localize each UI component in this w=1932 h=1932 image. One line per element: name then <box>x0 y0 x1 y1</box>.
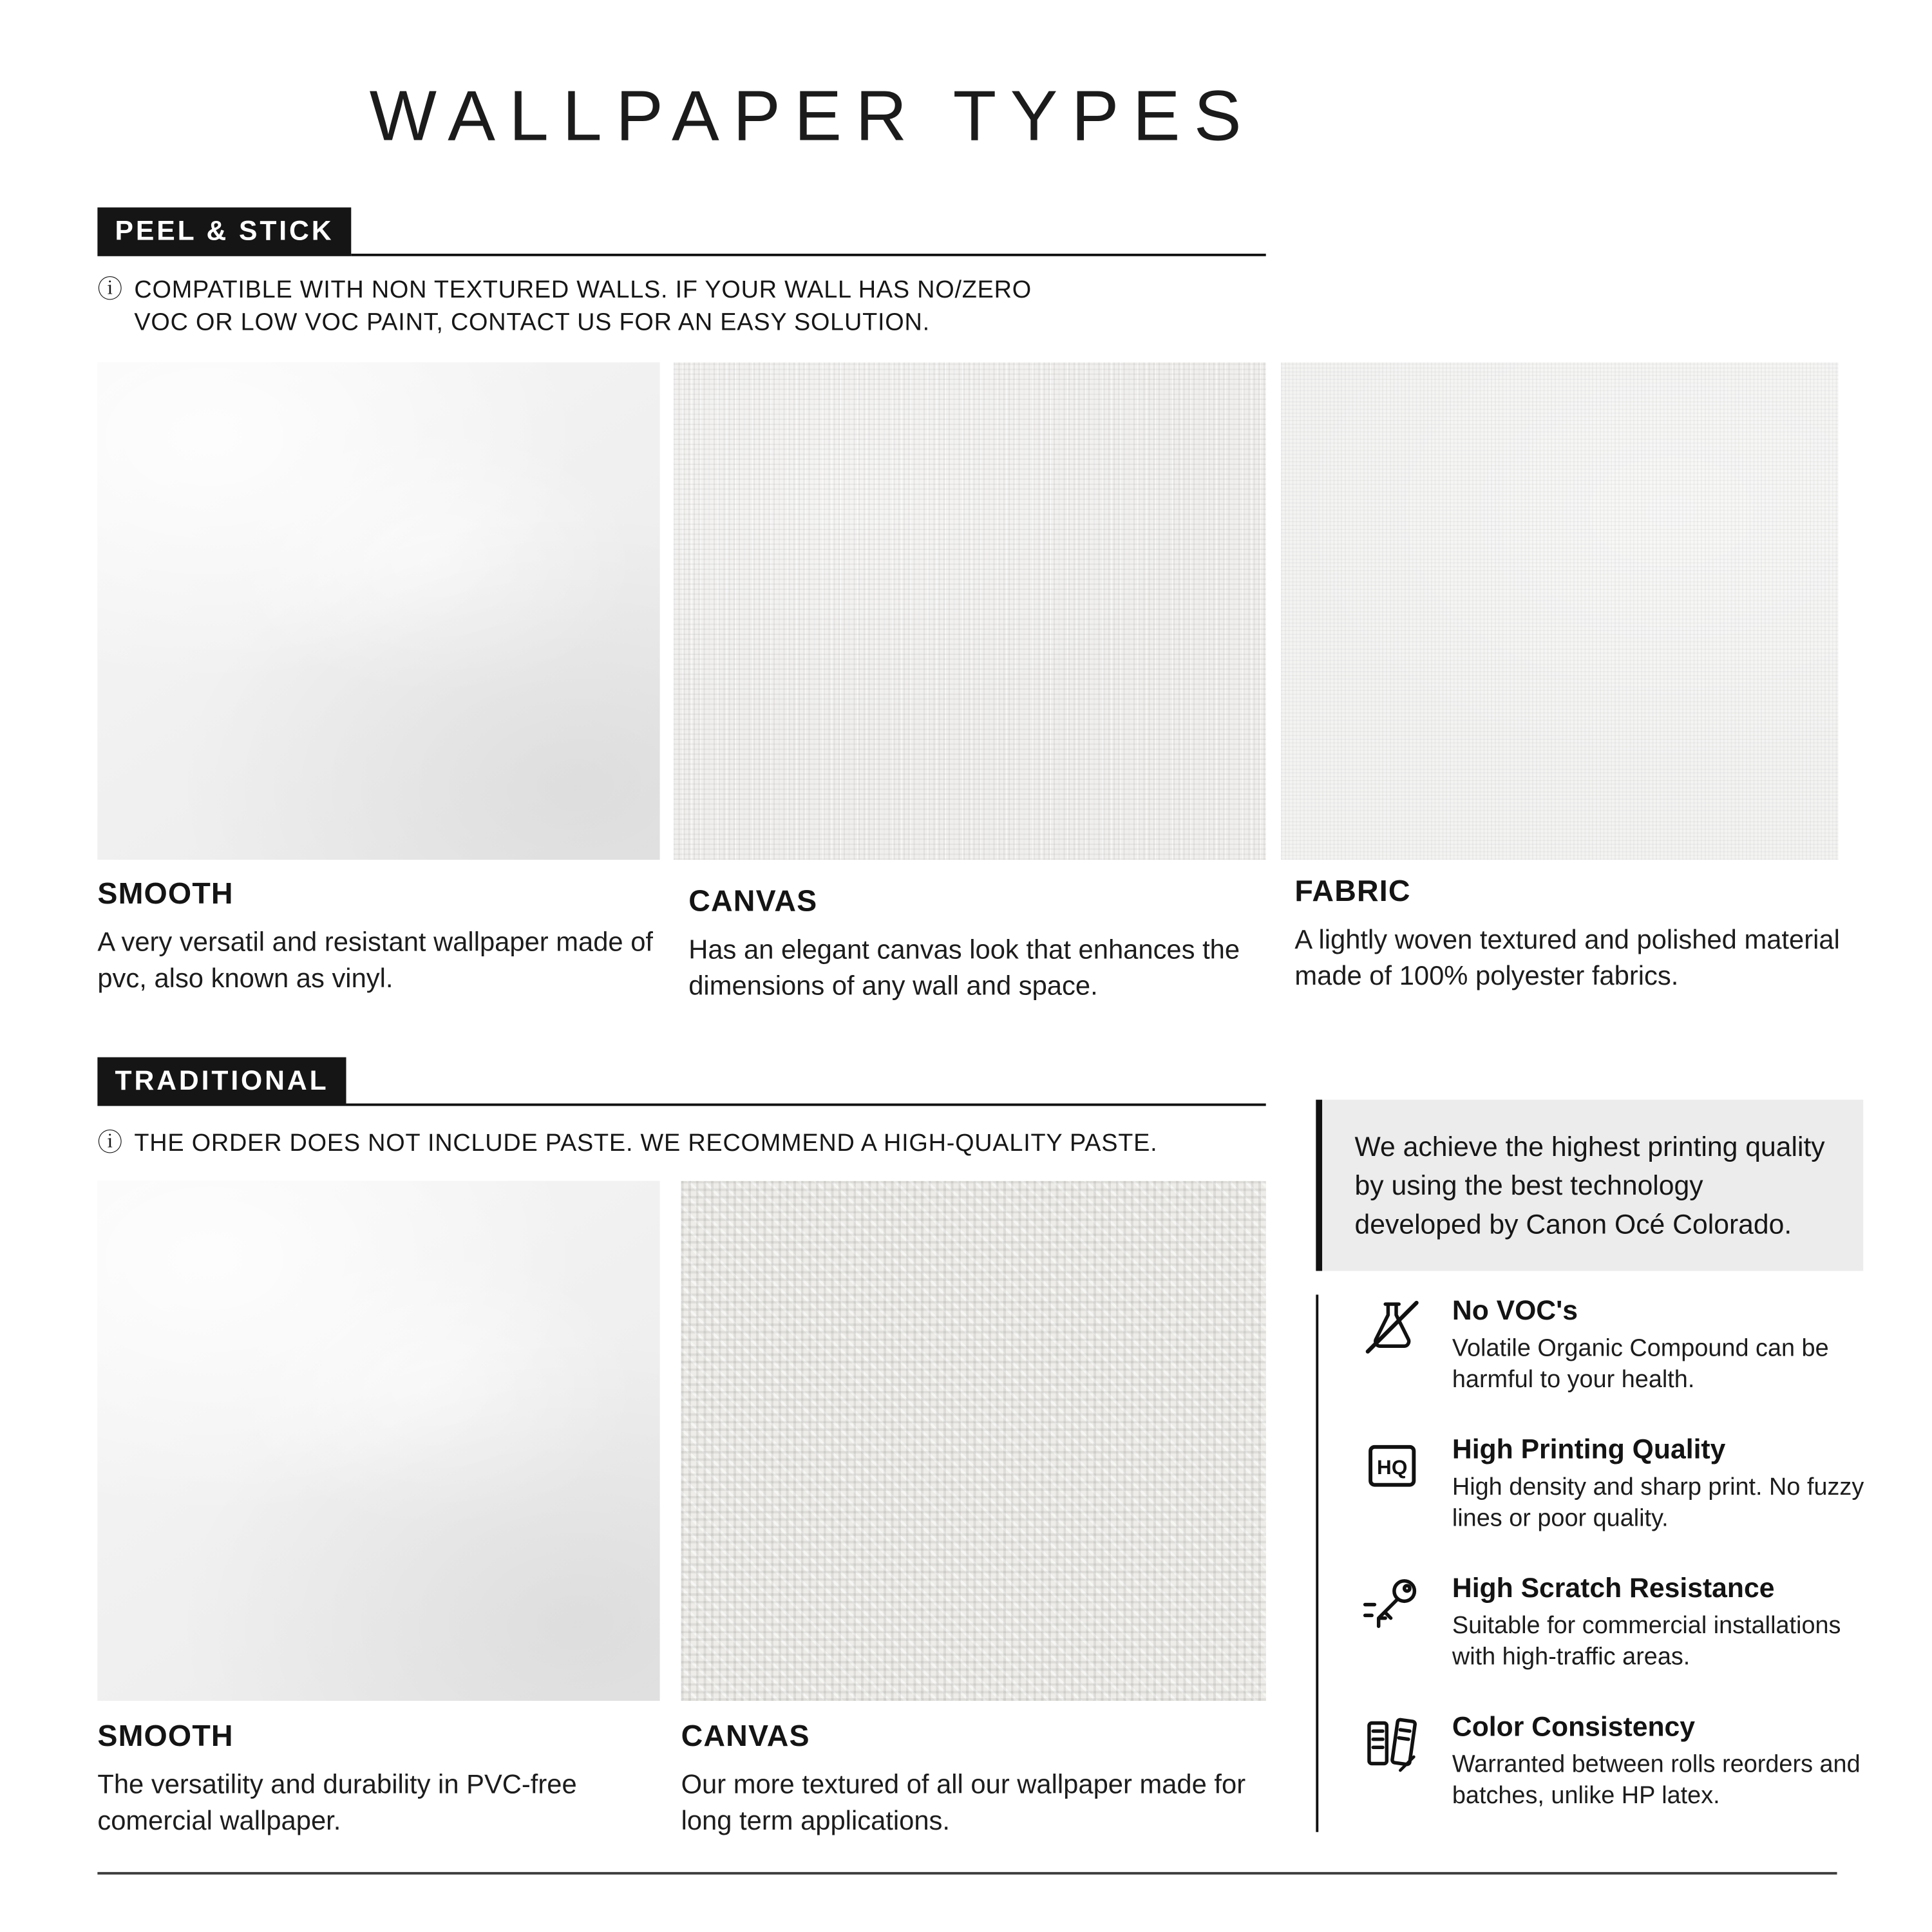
feature-description: Warranted between rolls reorders and batches, unlike HP latex. <box>1452 1750 1861 1810</box>
swatch-label: CANVAS <box>681 1719 810 1754</box>
hq-icon <box>1359 1434 1425 1499</box>
feature-title: No VOC's <box>1452 1294 1578 1326</box>
peel-smooth-caption <box>97 877 654 997</box>
swatch-label: SMOOTH <box>97 877 234 911</box>
traditional-note-line-1: THE ORDER DOES NOT INCLUDE PASTE. WE RECOMMEND A HIGH-QUALITY PASTE. <box>134 1130 1158 1157</box>
traditional-smooth-caption <box>97 1719 647 1839</box>
peel-fabric-swatch-image <box>1281 363 1838 860</box>
swatch-description: A lightly woven textured and polished material made of 100% polyester fabrics. <box>1294 924 1840 991</box>
features-vertical-rule <box>1316 1294 1318 1832</box>
traditional-header-rule <box>346 1103 1266 1106</box>
feature-description: Volatile Organic Compound can be harmful to your health. <box>1452 1334 1829 1394</box>
swatch-label: SMOOTH <box>97 1719 234 1754</box>
info-icon: ⓘ <box>97 276 123 304</box>
printing-quality-text: We achieve the highest printing quality by using the best technology developed by Canon Océ Colorado. <box>1354 1131 1825 1240</box>
color-consistency-icon <box>1359 1711 1425 1776</box>
traditional-note <box>97 1127 1157 1159</box>
bottom-divider <box>97 1872 1837 1875</box>
info-icon: ⓘ <box>97 1130 123 1157</box>
peel-note-line-1: COMPATIBLE WITH NON TEXTURED WALLS. IF YOUR WALL HAS NO/ZERO <box>134 276 1032 304</box>
swatch-description: Has an elegant canvas look that enhances the dimensions of any wall and space. <box>688 934 1240 1001</box>
peel-fabric-caption <box>1294 875 1854 994</box>
peel-stick-section-header <box>97 207 1265 256</box>
traditional-section-header <box>97 1057 1265 1106</box>
peel-stick-badge: PEEL & STICK <box>97 207 351 256</box>
feature-title: Color Consistency <box>1452 1710 1696 1743</box>
feature-title: High Scratch Resistance <box>1452 1572 1775 1604</box>
page-title: WALLPAPER TYPES <box>369 76 1256 156</box>
peel-stick-note <box>97 274 1032 339</box>
feature-color-consistency <box>1359 1711 1872 1812</box>
peel-smooth-swatch-image <box>97 363 659 860</box>
traditional-canvas-caption <box>681 1719 1256 1839</box>
printing-quality-callout <box>1316 1100 1863 1271</box>
swatch-description: A very versatil and resistant wallpaper made of pvc, also known as vinyl. <box>97 927 654 994</box>
feature-high-printing-quality <box>1359 1434 1872 1535</box>
hq-icon-label: HQ <box>1377 1455 1408 1479</box>
feature-no-vocs <box>1359 1294 1872 1396</box>
peel-canvas-caption <box>688 885 1266 1005</box>
peel-note-line-2: VOC OR LOW VOC PAINT, CONTACT US FOR AN EASY SOLUTION. <box>134 308 930 336</box>
features-list <box>1359 1294 1872 1812</box>
swatch-description: Our more textured of all our wallpaper made for long term applications. <box>681 1769 1246 1836</box>
peel-stick-header-rule <box>352 254 1266 256</box>
traditional-canvas-swatch-image <box>681 1181 1266 1701</box>
feature-description: Suitable for commercial installations with high-traffic areas. <box>1452 1612 1841 1671</box>
traditional-smooth-swatch-image <box>97 1181 659 1701</box>
no-voc-icon <box>1359 1294 1425 1359</box>
swatch-label: CANVAS <box>688 884 818 919</box>
peel-canvas-swatch-image <box>674 363 1266 860</box>
feature-description: High density and sharp print. No fuzzy lines or poor quality. <box>1452 1473 1864 1533</box>
scratch-resistance-key-icon <box>1359 1572 1425 1637</box>
feature-title: High Printing Quality <box>1452 1433 1726 1465</box>
feature-high-scratch-resistance <box>1359 1572 1872 1673</box>
swatch-label: FABRIC <box>1294 875 1411 909</box>
swatch-description: The versatility and durability in PVC-free comercial wallpaper. <box>97 1769 577 1836</box>
traditional-badge: TRADITIONAL <box>97 1057 346 1106</box>
